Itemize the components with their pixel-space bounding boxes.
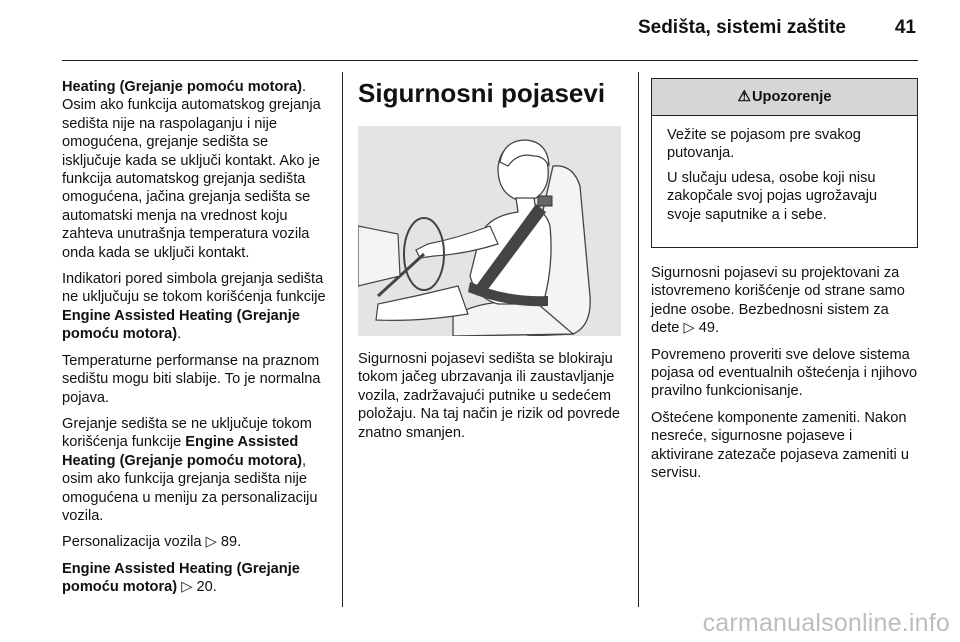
seatbelt-description: Sigurnosni pojasevi sedišta se blokiraju tokom jačeg ubrzavanja ili zaustavljanje vozila, zadržavajući putnike u sedećem položaju. Na taj način je rizik od povrede znatno smanjen. <box>358 351 621 441</box>
warning-body <box>652 116 917 224</box>
page-header <box>62 0 918 61</box>
column-divider-1 <box>342 72 343 607</box>
paragraph-r1 <box>651 264 918 338</box>
paragraph-6 <box>62 560 330 597</box>
warning-header <box>652 79 917 116</box>
paragraph-text: . <box>177 326 182 343</box>
paragraph-text: Indikatori pored simbola grejanja sedišta ne uključuju se tokom korišćenja funkcije <box>62 271 326 306</box>
warning-text-1: Vežite se pojasom pre svakog putovanja. <box>667 127 861 162</box>
warning-text-2: U slučaju udesa, osobe koji nisu zakopčale svoj pojas ugrožavaju svoje saputnike a i sebe. <box>667 169 878 223</box>
paragraph-text: . Osim ako funkcija automatskog grejanja sedišta nije na raspolaganju i nije omogućena, grejanje sedišta se isključuje kada se uključi kontakt. Ako je funkcija automatskog grejanja sedišta omogućena, jačina grejanja sedišta se automatski menja na vrednost koju zahteva unutrašnja temperatura vozila onda kada se uključi kontakt. <box>62 79 321 261</box>
warning-triangle-icon: ⚠ <box>737 88 751 105</box>
paragraph-text: , osim ako funkcija grejanja sedišta nije omogućena u meniju za personalizaciju vozila. <box>62 452 318 524</box>
paragraph-text: Personalizacija vozila <box>62 534 206 551</box>
page-reference-link[interactable]: ▷ 20. <box>177 579 217 596</box>
seatbelt-illustration-svg <box>358 126 621 336</box>
column-divider-2 <box>638 72 639 607</box>
paragraph-r2: Povremeno proveriti sve delove sistema pojasa od eventualnih oštećenja i njihovo pravilno funkcionisanje. <box>651 346 918 400</box>
page-number: 41 <box>894 17 916 38</box>
term-bold: Engine Assisted Heating (Grejanje pomoću motora) <box>62 434 303 469</box>
term-bold: Engine Assisted Heating (Grejanje pomoću motora) <box>62 307 300 343</box>
paragraph-r3: Oštećene komponente zameniti. Nakon nesreće, sigurnosne pojaseve i aktivirane zatezače pojaseva zameniti u servisu. <box>651 409 909 482</box>
term-bold: Engine Assisted Heating (Grejanje pomoću motora) <box>62 560 300 596</box>
paragraph-3: Temperaturne performanse na praznom sedištu mogu biti slabije. To je normalna pojava. <box>62 352 321 406</box>
paragraph-2 <box>62 270 330 344</box>
header-title: Sedišta, sistemi zaštite <box>637 17 846 38</box>
column-right <box>651 264 918 490</box>
paragraph-1 <box>62 78 330 262</box>
page-reference-link[interactable]: ▷ 49. <box>683 320 720 337</box>
warning-box <box>651 78 918 248</box>
paragraph-text: Sigurnosni pojasevi su projektovani za istovremeno korišćenje od strane samo jedne osobe. Bezbednosni sistem za dete <box>651 265 905 337</box>
paragraph-4 <box>62 415 330 525</box>
paragraph-5 <box>62 533 330 551</box>
warning-title: Upozorenje <box>751 89 832 105</box>
watermark: carmanualsonline.info <box>702 609 950 637</box>
term-bold: Heating (Grejanje pomoću motora) <box>62 79 303 95</box>
page-reference-link[interactable]: ▷ 89. <box>205 534 242 551</box>
seatbelt-illustration <box>358 126 621 336</box>
column-left <box>62 78 330 605</box>
section-title: Sigurnosni pojasevi <box>358 78 606 108</box>
paragraph-text: Grejanje sedišta se ne uključuje tokom korišćenja funkcije <box>62 415 312 451</box>
